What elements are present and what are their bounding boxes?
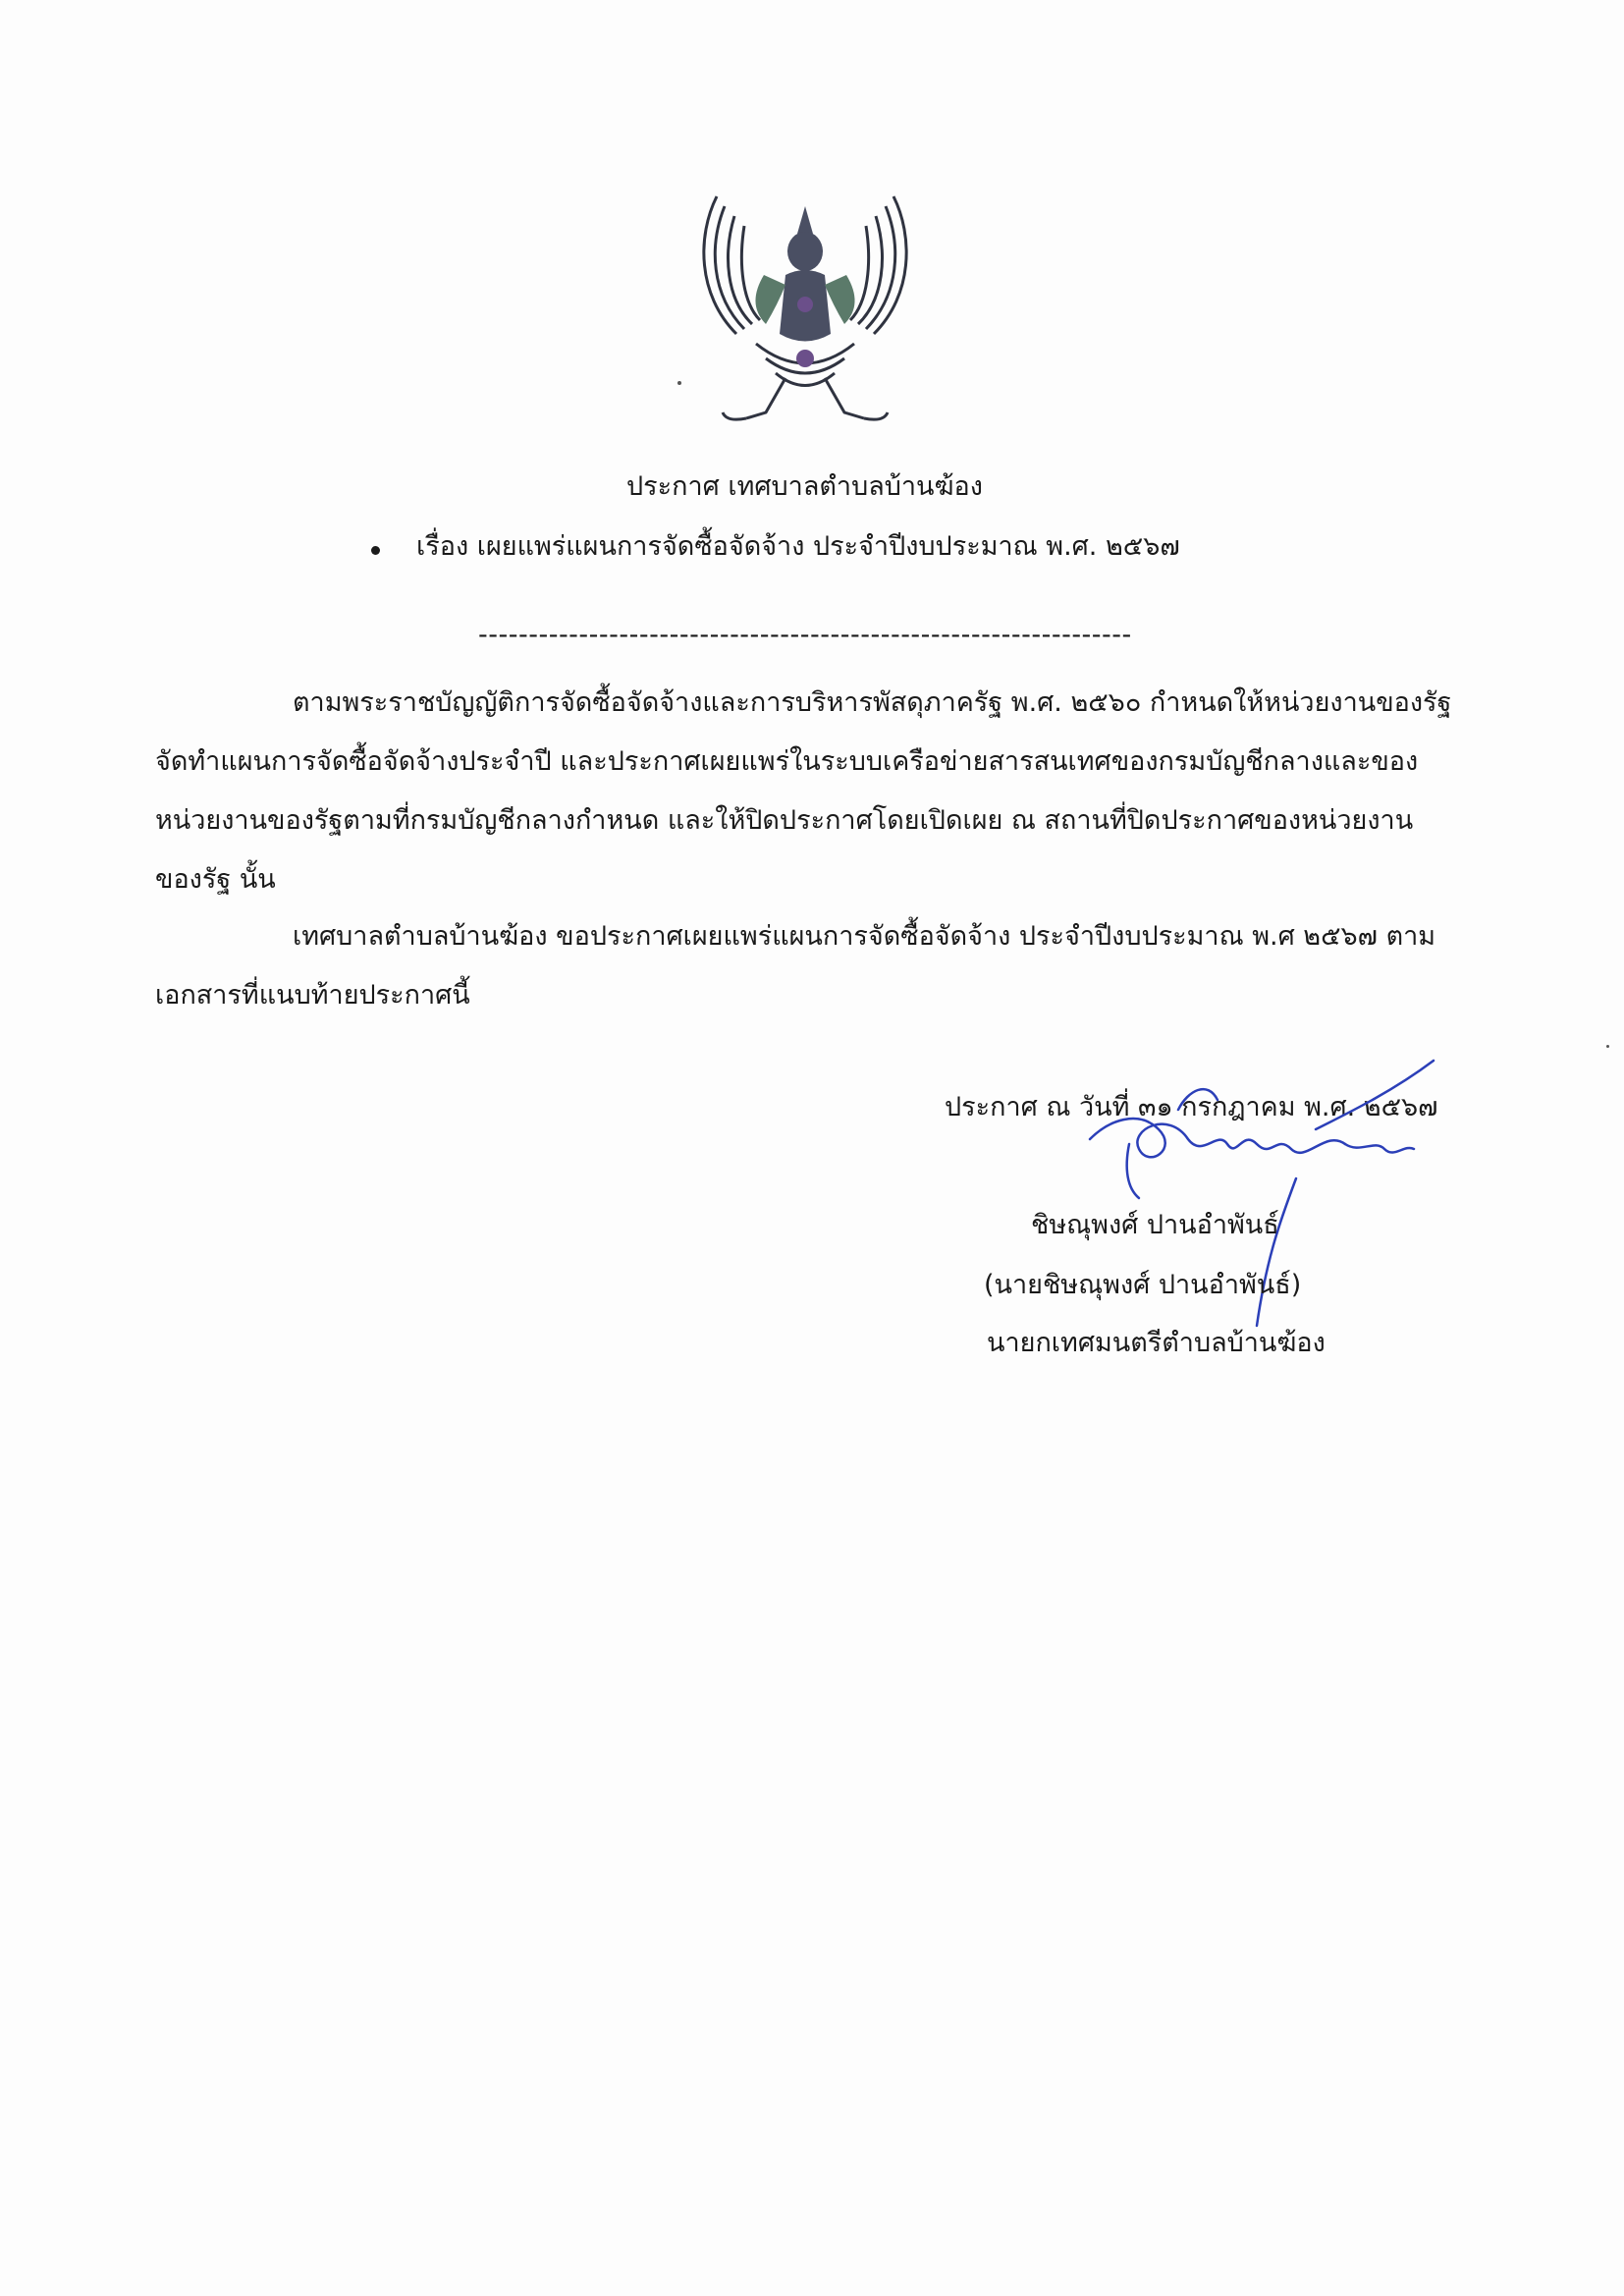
body-paragraph-1	[155, 674, 1471, 909]
paragraph-1-line-3: หน่วยงานของรัฐตามที่กรมบัญชีกลางกำหนด และให้ปิดประกาศโดยเปิดเผย ณ สถานที่ปิดประกาศของหน่วยงาน	[155, 805, 1414, 836]
subject-bullet-icon	[371, 546, 380, 555]
announcement-subject: เรื่อง เผยแพร่แผนการจัดซื้อจัดจ้าง ประจำปีงบประมาณ พ.ศ. ๒๕๖๗	[416, 531, 1180, 562]
paragraph-1-line-4: ของรัฐ นั้น	[155, 864, 276, 895]
scan-speck	[677, 381, 681, 385]
paragraph-1-line-2: จัดทำแผนการจัดซื้อจัดจ้างประจำปี และประกาศเผยแพร่ในระบบเครือข่ายสารสนเทศของกรมบัญชีกลางและของ	[155, 746, 1419, 777]
separator-line: -----------------------------------------------------------------	[478, 620, 1132, 650]
signer-name: ชิษณุพงศ์ ปานอำพันธ์	[1031, 1210, 1279, 1240]
announcement-date: ประกาศ ณ วันที่ ๓๑ กรกฎาคม พ.ศ. ๒๕๖๗	[945, 1092, 1438, 1122]
paragraph-1-line-1: ตามพระราชบัญญัติการจัดซื้อจัดจ้างและการบริหารพัสดุภาครัฐ พ.ศ. ๒๕๖๐ กำหนดให้หน่วยงานของรัฐ	[293, 687, 1452, 718]
body-paragraph-2	[155, 907, 1471, 1025]
paragraph-2-line-1: เทศบาลตำบลบ้านฆ้อง ขอประกาศเผยแพร่แผนการจัดซื้อจัดจ้าง ประจำปีงบประมาณ พ.ศ ๒๕๖๗ ตาม	[293, 921, 1436, 952]
garuda-emblem-icon	[687, 187, 923, 432]
paragraph-2-line-2: เอกสารที่แนบท้ายประกาศนี้	[155, 980, 470, 1011]
signer-title: นายกเทศมนตรีตำบลบ้านฆ้อง	[987, 1328, 1326, 1358]
signer-full-name: (นายชิษณุพงศ์ ปานอำพันธ์)	[984, 1270, 1302, 1300]
scan-speck	[1606, 1045, 1609, 1048]
announcement-issuer: ประกาศ เทศบาลตำบลบ้านฆ้อง	[626, 471, 983, 502]
